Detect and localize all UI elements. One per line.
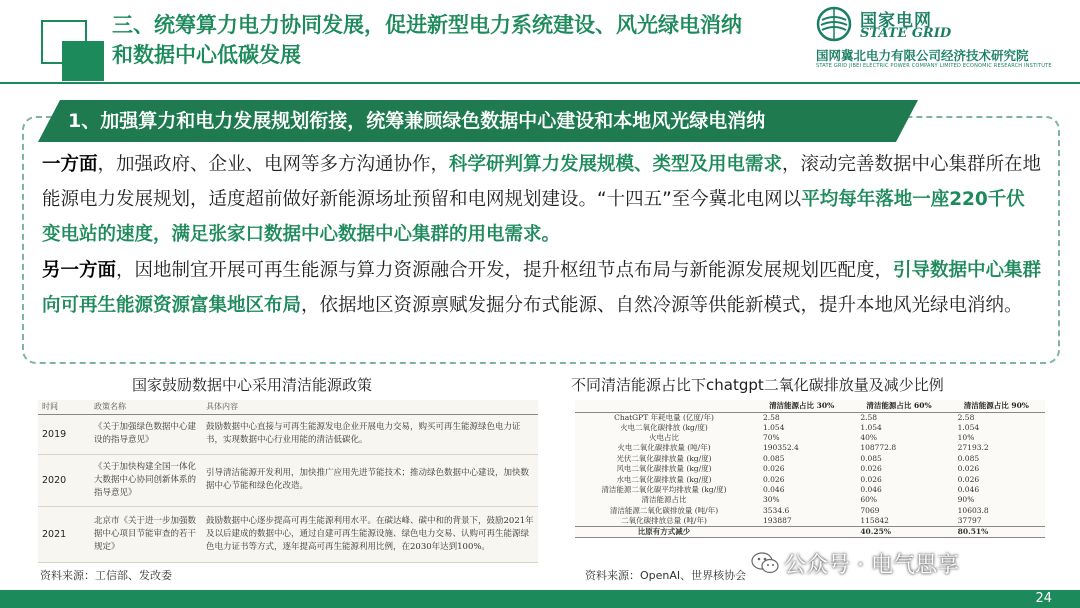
table-row <box>575 464 1045 474</box>
emission-header-60: 清洁能源占比 60% <box>850 400 947 412</box>
cell-30: 0.026 <box>763 464 785 474</box>
policy-header-content: 具体内容 <box>202 400 538 414</box>
cell-30: 190352.4 <box>763 443 799 453</box>
cell-60: 7069 <box>860 505 880 515</box>
emission-table-source: 资料来源：OpenAI、世界核协会 <box>585 569 747 582</box>
emission-table-header <box>575 400 1045 412</box>
policy-name: 北京市《关于进一步加强数据中心项目节能审查的若干规定》 <box>90 506 202 562</box>
cell-90: 2.58 <box>957 412 975 422</box>
logo-en-text: STATE GRID <box>860 26 952 41</box>
row-label: 火电占比 <box>649 433 679 443</box>
section-banner <box>38 100 918 142</box>
institute-name: 国网冀北电力有限公司经济技术研究院 <box>816 48 1029 63</box>
policy-table <box>38 400 538 563</box>
wechat-icon <box>750 550 780 576</box>
header-decor-fill <box>62 41 104 81</box>
table-row <box>575 454 1045 464</box>
cell-30: 2.58 <box>763 412 780 422</box>
policy-year: 2021 <box>38 506 90 562</box>
row-label: 清洁能源二氧化碳排放量 (吨/年) <box>609 505 719 515</box>
cell-90: 37797 <box>957 516 982 526</box>
policy-content: 引导清洁能源开发利用，加快推广应用先进节能技术；推动绿色数据中心建设，加快数据中心节能和绿色化改造。 <box>202 454 538 506</box>
paragraph-one-text-a: ，加强政府、企业、电网等多方沟通协作， <box>97 154 450 175</box>
cell-90: 0.026 <box>957 464 980 474</box>
paragraph-two <box>42 253 1042 323</box>
row-label: ChatGPT 年耗电量 (亿度/年) <box>614 412 714 422</box>
row-label: 光伏二氧化碳排放量 (kg/度) <box>616 453 712 463</box>
table-row <box>575 495 1045 505</box>
paragraph-two-text-a: ，因地制宜开展可再生能源与算力资源融合开发，提升枢纽节点布局与新能源发展规划匹配度， <box>116 260 894 281</box>
cell-30: 193887 <box>763 516 792 526</box>
cell-60: 0.026 <box>860 464 882 474</box>
table-row <box>575 474 1045 484</box>
paragraph-one <box>42 147 1042 252</box>
table-row <box>575 423 1045 433</box>
emission-header-90: 清洁能源占比 90% <box>948 400 1045 412</box>
row-label: 火电二氧化碳排放量 (吨/年) <box>617 443 711 453</box>
row-label: 清洁能源占比 <box>641 495 687 505</box>
paragraph-two-highlight: 引导数据中心集群向可再生能源资源富集地区布局 <box>42 260 1042 316</box>
cell-90: 0.026 <box>957 474 980 484</box>
cell-90: 27193.2 <box>957 443 989 453</box>
cell-60: 60% <box>860 495 877 505</box>
table-row <box>575 443 1045 453</box>
footer-bar <box>0 590 1080 608</box>
policy-content: 鼓励数据中心逐步提高可再生能源利用水平。在碳达峰、碳中和的背景下，鼓励2021年及以后建成的数据中心，通过自建可再生能源设施、绿色电力交易、认购可再生能源绿色电力证书等方式，逐年提高可再生能源利用比例，在2030年达到100%。 <box>202 506 538 562</box>
paragraph-one-highlight-b: 平均每年落地一座220千伏变电站的速度，满足张家口数据中心数据中心集群的用电需求。 <box>42 189 1025 245</box>
table-row <box>575 485 1045 495</box>
institute-name-en: STATE GRID JIBEI ELECTRIC POWER COMPANY LIMITED ECONOMIC RESEARCH INSTITUTE <box>816 63 1052 69</box>
cell-60: 40% <box>860 433 877 443</box>
cell-90: 80.51% <box>948 527 1045 538</box>
state-grid-logo <box>812 4 1074 74</box>
row-label: 二氧化碳排放总量 (吨/年) <box>621 516 707 526</box>
table-row <box>575 412 1045 423</box>
cell-60: 1.054 <box>860 422 882 432</box>
table-row <box>575 433 1045 443</box>
cell-60: 115842 <box>860 516 889 526</box>
row-label: 比原有方式减少 <box>575 527 753 538</box>
row-label: 清洁能源二氧化碳平均排放量 (kg/度) <box>601 485 727 495</box>
table-row <box>38 506 538 562</box>
table-row <box>575 516 1045 527</box>
table-row <box>38 414 538 454</box>
cell-90: 1.054 <box>957 422 980 432</box>
row-label: 风电二氧化碳排放量 (kg/度) <box>616 464 712 474</box>
table-row <box>38 454 538 506</box>
emission-header-30: 清洁能源占比 30% <box>753 400 850 412</box>
row-label: 水电二氧化碳排放量 (kg/度) <box>616 474 712 484</box>
emission-table <box>575 400 1045 538</box>
table-row <box>575 527 1045 538</box>
cell-30: 1.054 <box>763 422 785 432</box>
cell-30: 70% <box>763 433 780 443</box>
policy-header-year: 时间 <box>38 400 90 414</box>
cell-90: 90% <box>957 495 975 505</box>
logo-cn-text: 国家电网 <box>860 11 932 31</box>
paragraph-two-text-b: ，依据地区资源禀赋发掘分布式能源、自然冷源等供能新模式，提升本地风光绿电消纳。 <box>301 295 1023 316</box>
state-grid-emblem-icon <box>816 6 852 42</box>
cell-90: 0.085 <box>957 453 980 463</box>
paragraph-one-lead: 一方面 <box>42 154 98 175</box>
policy-table-source: 资料来源：工信部、发改委 <box>40 569 172 582</box>
cell-30: 0.046 <box>763 485 785 495</box>
policy-name: 《关于加强绿色数据中心建设的指导意见》 <box>90 414 202 454</box>
emission-header-blank <box>575 400 753 412</box>
cell-60: 0.085 <box>860 453 882 463</box>
cell-30: 0.085 <box>763 453 785 463</box>
cell-30: 3534.6 <box>763 505 790 515</box>
cell-60: 0.046 <box>860 485 882 495</box>
policy-table-caption: 国家鼓励数据中心采用清洁能源政策 <box>132 376 373 394</box>
paragraph-one-highlight-a: 科学研判算力发展规模、类型及用电需求 <box>449 154 783 175</box>
cell-90: 0.046 <box>957 485 980 495</box>
table-row <box>575 506 1045 516</box>
cell-60: 0.026 <box>860 474 882 484</box>
emission-table-caption: 不同清洁能源占比下chatgpt二氧化碳排放量及减少比例 <box>571 376 944 394</box>
watermark: 公众号 · 电气思享 <box>784 553 959 578</box>
policy-content: 鼓励数据中心直接与可再生能源发电企业开展电力交易，购买可再生能源绿色电力证书，实现数据中心行业用能的清洁低碳化。 <box>202 414 538 454</box>
cell-90: 10% <box>957 433 975 443</box>
cell-60: 40.25% <box>850 527 947 538</box>
policy-header-name: 政策名称 <box>90 400 202 414</box>
paragraph-one-text-b: ，滚动完善数据中心集群所在地能源电力发展规划，适度超前做好新能源场址预留和电网规划建设。“十四五”至今冀北电网以 <box>42 154 1042 210</box>
cell-60: 108772.8 <box>860 443 897 453</box>
paragraph-two-lead: 另一方面 <box>42 260 117 281</box>
cell-60: 2.58 <box>860 412 878 422</box>
policy-year: 2020 <box>38 454 90 506</box>
page-title: 三、统筹算力电力协同发展，促进新型电力系统建设、风光绿电消纳和数据中心低碳发展 <box>112 13 742 67</box>
policy-table-header <box>38 400 538 414</box>
policy-name: 《关于加快构建全国一体化大数据中心协同创新体系的指导意见》 <box>90 454 202 506</box>
header-divider <box>0 82 1080 84</box>
cell-30: 0.026 <box>763 474 785 484</box>
policy-year: 2019 <box>38 414 90 454</box>
page-number: 24 <box>1035 591 1052 606</box>
section-banner-text: 1、加强算力和电力发展规划衔接，统筹兼顾绿色数据中心建设和本地风光绿电消纳 <box>68 110 766 132</box>
cell-90: 10603.8 <box>957 505 989 515</box>
row-label: 火电二氧化碳排放 (kg/度) <box>620 422 708 432</box>
cell-30: 30% <box>763 495 780 505</box>
cell-30 <box>753 527 850 538</box>
